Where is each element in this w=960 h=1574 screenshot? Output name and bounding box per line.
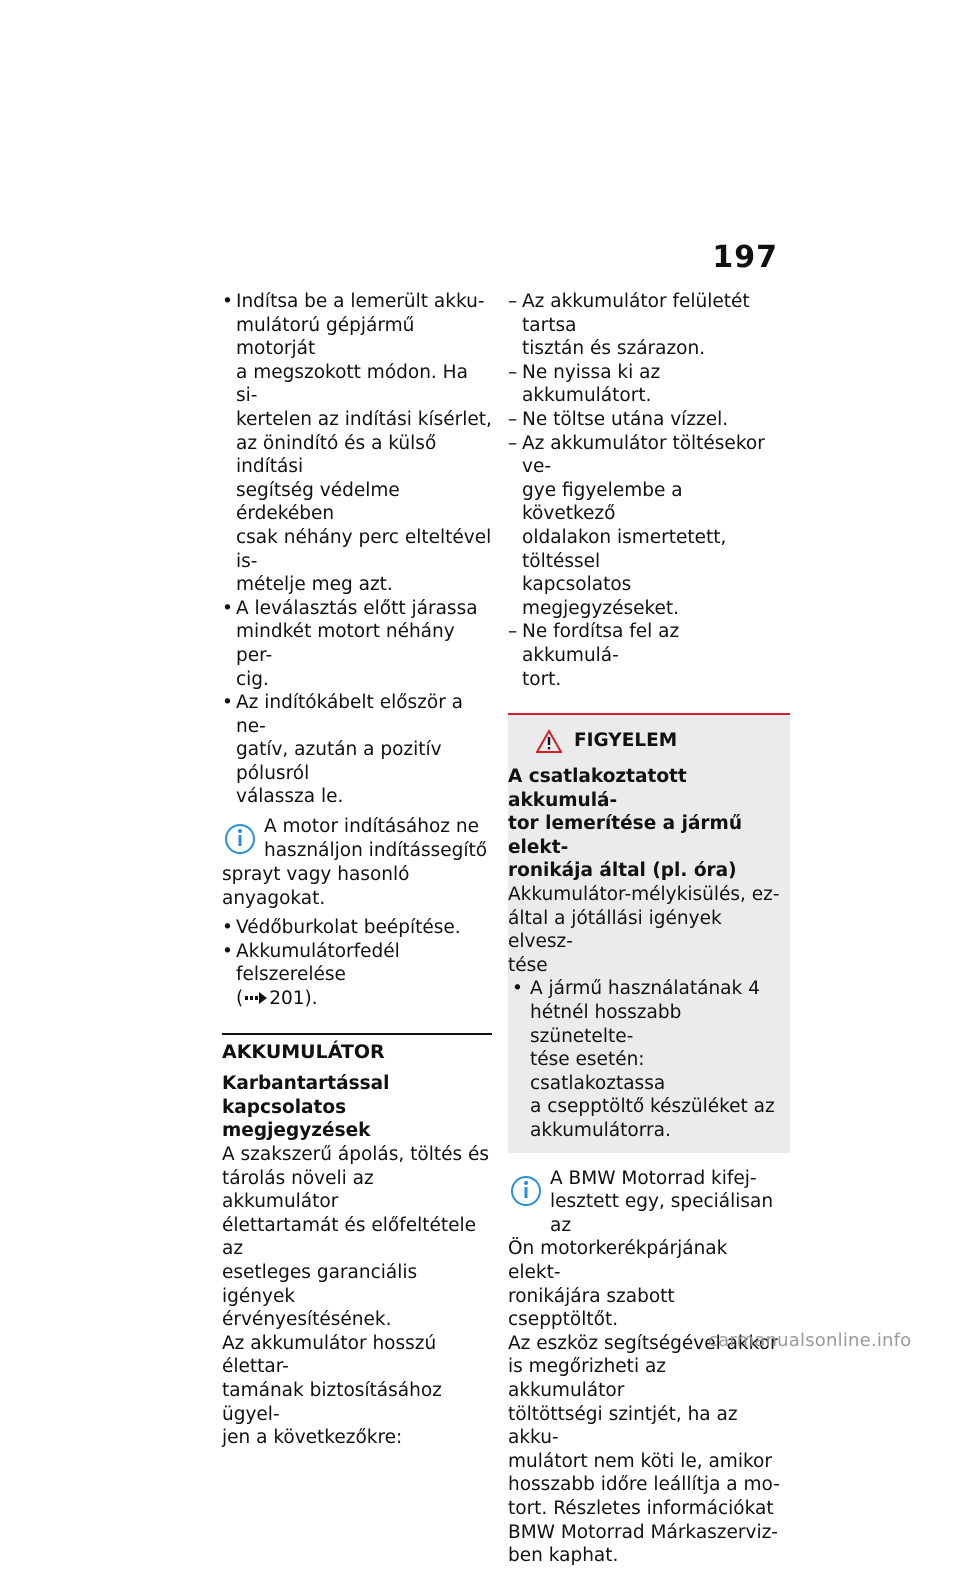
- text-line: kertelen az indítási kísérlet,: [236, 408, 492, 430]
- text-line: Akkumulátorfedél felszerelése: [236, 940, 400, 986]
- dash-item: [508, 361, 780, 408]
- text-line: ronikája által (pl. óra): [508, 860, 737, 882]
- text-line: tamának biztosításához ügyel-: [222, 1379, 442, 1425]
- text-line: segítség védelme érdekében: [236, 479, 400, 525]
- text-line: Ne fordítsa fel az akkumulá-: [522, 621, 680, 666]
- text-line: csak néhány perc elteltével is-: [236, 526, 492, 572]
- note-line: ben kaphat.: [508, 1545, 619, 1567]
- text-line: Az akkumulátor hosszú élettar-: [222, 1332, 437, 1378]
- note-line: tort. Részletes információkat: [508, 1497, 774, 1519]
- bullet-item: [222, 691, 492, 809]
- bullet-item: [222, 940, 492, 1011]
- text-line: Az akkumulátor töltésekor ve-: [522, 432, 765, 478]
- note-line: BMW Motorrad Márkaszerviz-: [508, 1521, 778, 1543]
- footer-watermark: carmanualsonline.info: [708, 1330, 912, 1351]
- text-line: gatív, azután a pozitív pólusról: [236, 739, 442, 784]
- note-line: A BMW Motorrad kifej-: [550, 1167, 757, 1189]
- bullet-marker: •: [222, 917, 233, 939]
- note-line: sprayt vagy hasonló anyagokat.: [222, 864, 410, 909]
- text-line: oldalakon ismertetett, töltéssel: [522, 526, 727, 572]
- text-line: esetleges garanciális igények: [222, 1261, 418, 1307]
- warning-box: [508, 713, 790, 1153]
- text-line: Védőburkolat beépítése.: [236, 917, 461, 939]
- dash-item: [508, 620, 780, 691]
- text-line: Indítsa be a lemerült akku-: [236, 291, 485, 312]
- left-column: [222, 290, 492, 1450]
- dash-item: [508, 408, 780, 432]
- text-line: tárolás növeli az akkumulátor: [222, 1167, 374, 1213]
- warning-text: [508, 883, 780, 977]
- bullet-item: [222, 597, 492, 691]
- note-line: használjon indítássegítő: [264, 839, 488, 861]
- dash-marker: –: [508, 432, 518, 454]
- text-line: mulátorú gépjármű motorját: [236, 314, 415, 360]
- text-line: cig.: [236, 668, 269, 690]
- dash-marker: –: [508, 291, 518, 312]
- paragraph: [222, 1143, 492, 1332]
- bullet-marker: •: [222, 692, 233, 714]
- note-line: lesztett egy, speciálisan az: [550, 1191, 774, 1236]
- arrow-right-icon: [243, 987, 269, 1011]
- text-line: gye figyelembe a következő: [522, 479, 683, 525]
- section-heading: AKKUMULÁTOR: [222, 1033, 492, 1065]
- warning-title: FIGYELEM: [574, 730, 678, 752]
- note-line: töltöttségi szintjét, ha az akku-: [508, 1403, 738, 1449]
- warning-header: [536, 729, 780, 753]
- text-line: A leválasztás előtt járassa: [236, 597, 478, 619]
- text-line: válassza le.: [236, 786, 344, 808]
- warning-bold-text: [508, 765, 780, 883]
- right-column: [508, 290, 780, 1574]
- note-line: ronikájára szabott csepptöltőt.: [508, 1285, 675, 1331]
- text-line: tort.: [522, 668, 562, 690]
- bullet-item: [222, 290, 492, 597]
- text-line: A jármű használatának 4: [530, 978, 760, 1000]
- info-note: [222, 815, 492, 910]
- note-line: mulátort nem köti le, amikor: [508, 1450, 772, 1472]
- paragraph: [222, 1332, 492, 1450]
- text-line: kapcsolatos megjegyzéseket.: [522, 574, 680, 619]
- note-line: hosszabb időre leállítja a mo-: [508, 1474, 780, 1496]
- text-line: mételje meg azt.: [236, 574, 393, 596]
- text-line: Ne nyissa ki az akkumulátort.: [522, 361, 661, 407]
- text-line: által a jótállási igények elvesz-: [508, 907, 722, 953]
- dash-marker: –: [508, 621, 518, 643]
- text-line: Az indítókábelt először a ne-: [236, 692, 464, 737]
- warning-bullet: [508, 977, 780, 1142]
- text-line: akkumulátorra.: [530, 1120, 671, 1141]
- page-reference[interactable]: [236, 987, 492, 1011]
- page-number: 197: [712, 240, 778, 275]
- info-icon: [222, 815, 264, 863]
- text-line: tisztán és szárazon.: [522, 338, 706, 360]
- dash-marker: –: [508, 361, 518, 383]
- bullet-marker: •: [222, 597, 233, 619]
- dash-item: [508, 432, 780, 621]
- text-line: az önindító és a külső indítási: [236, 432, 437, 478]
- text-line: A csatlakoztatott akkumulá-: [508, 766, 687, 811]
- note-line: Ön motorkerékpárjának elekt-: [508, 1238, 728, 1283]
- text-line: tése: [508, 954, 548, 976]
- info-note: [508, 1167, 780, 1568]
- note-line: Az eszköz segítségével akkor: [508, 1332, 778, 1354]
- ref-page: 201).: [269, 988, 318, 1010]
- dash-item: [508, 290, 780, 361]
- text-line: a megszokott módon. Ha si-: [236, 361, 468, 407]
- note-line: A motor indításához ne: [264, 816, 479, 838]
- text-line: A szakszerű ápolás, töltés és: [222, 1144, 490, 1165]
- text-line: Karbantartással kapcsolatos: [222, 1073, 390, 1118]
- text-line: érvényesítésének.: [222, 1309, 392, 1331]
- dash-marker: –: [508, 408, 518, 430]
- text-line: Az akkumulátor felületét tartsa: [522, 291, 750, 336]
- text-line: élettartamát és előfeltétele az: [222, 1214, 477, 1260]
- subheading: [222, 1072, 492, 1143]
- info-icon: [508, 1167, 550, 1215]
- text-line: jen a következőkre:: [222, 1427, 403, 1449]
- text-line: Akkumulátor-mélykisülés, ez-: [508, 884, 780, 906]
- note-line: is megőrizheti az akkumulátor: [508, 1356, 667, 1401]
- bullet-marker: •: [512, 978, 523, 1000]
- bullet-marker: •: [222, 940, 233, 962]
- text-line: megjegyzések: [222, 1120, 371, 1142]
- text-line: tése esetén: csatlakoztassa: [530, 1049, 666, 1094]
- ref-paren: (: [236, 988, 244, 1010]
- text-line: a csepptöltő készüléket az: [530, 1096, 775, 1118]
- text-line: Ne töltse utána vízzel.: [522, 408, 729, 430]
- text-line: tor lemerítése a jármű elekt-: [508, 813, 743, 858]
- bullet-marker: •: [222, 291, 233, 312]
- text-line: hétnél hosszabb szünetelte-: [530, 1002, 682, 1047]
- warning-triangle-icon: [536, 729, 562, 753]
- text-line: mindkét motort néhány per-: [236, 621, 455, 666]
- bullet-item: [222, 916, 492, 940]
